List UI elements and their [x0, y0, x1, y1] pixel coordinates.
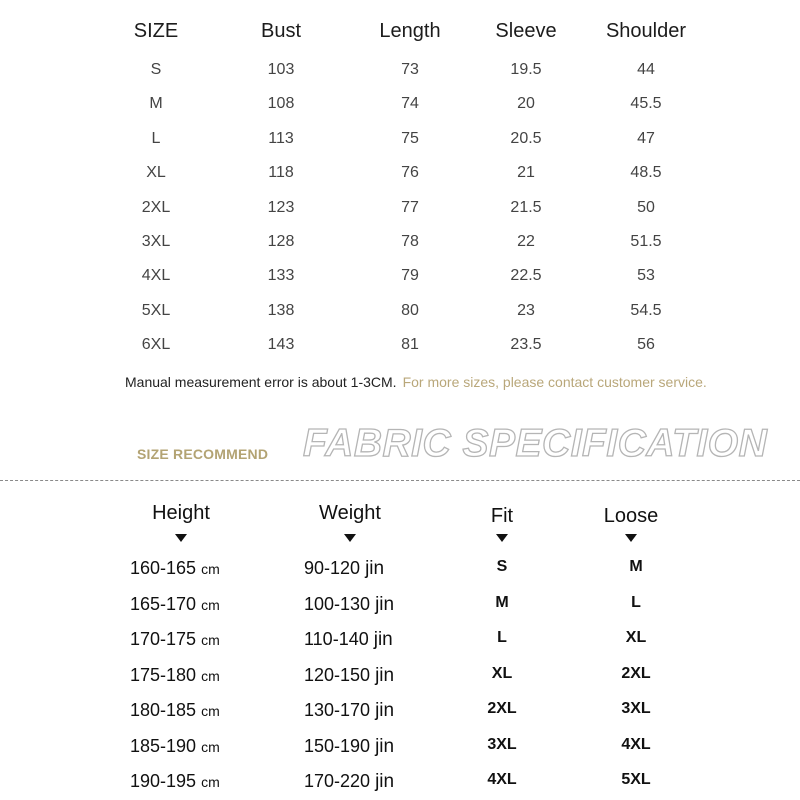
height-unit: cm	[201, 667, 220, 684]
fit-size: L	[497, 629, 507, 646]
header-bust: Bust	[260, 20, 302, 42]
weight-unit: jin	[375, 700, 395, 721]
weight-value	[304, 771, 394, 793]
height-range: 180-185	[130, 700, 197, 720]
loose-size: L	[631, 593, 641, 611]
size-cell-shoulder: 47	[637, 129, 655, 147]
size-cell-sleeve: 19.5	[510, 61, 542, 78]
height-range: 170-175	[130, 629, 197, 649]
header-loose: Loose	[603, 505, 659, 527]
height-range: 190-195	[130, 771, 197, 791]
arrow-down-icon	[625, 534, 637, 542]
height-range: 160-165	[130, 558, 197, 578]
fit-size: 4XL	[487, 771, 517, 788]
height-unit: cm	[201, 738, 220, 755]
size-cell-length: 76	[401, 164, 419, 182]
arrow-down-icon	[496, 534, 508, 542]
weight-value	[304, 736, 394, 758]
weight-unit: jin	[375, 735, 395, 757]
weight-unit: jin	[375, 664, 395, 686]
height-value	[130, 594, 220, 615]
height-unit: cm	[201, 561, 220, 577]
weight-unit: jin	[375, 593, 395, 615]
size-cell-shoulder: 56	[637, 336, 655, 354]
fit-size: 2XL	[487, 700, 517, 717]
size-cell-size: 2XL	[141, 198, 171, 216]
size-cell-length: 80	[401, 301, 419, 319]
size-cell-shoulder: 50	[637, 198, 655, 216]
size-cell-bust: 123	[267, 198, 295, 216]
size-cell-size: 4XL	[141, 267, 171, 285]
fit-size: M	[495, 593, 509, 611]
fit-size: S	[496, 558, 508, 575]
size-cell-length: 81	[401, 336, 419, 354]
arrow-down-icon	[175, 534, 187, 542]
loose-size: 5XL	[621, 771, 651, 788]
size-cell-bust: 113	[268, 129, 294, 147]
height-range: 175-180	[130, 664, 197, 685]
size-cell-length: 74	[401, 95, 419, 113]
size-cell-length: 75	[401, 129, 419, 147]
height-range: 165-170	[130, 593, 197, 614]
loose-size: 3XL	[621, 700, 651, 717]
header-fit: Fit	[490, 505, 514, 527]
size-cell-size: XL	[146, 164, 166, 182]
fabric-specification-title: FABRIC SPECIFICATION	[303, 422, 768, 465]
size-cell-length: 79	[401, 267, 419, 285]
height-value	[130, 771, 220, 792]
weight-range: 110-140	[304, 629, 369, 649]
weight-value	[304, 594, 394, 616]
size-cell-length: 77	[401, 198, 419, 216]
weight-value	[304, 700, 394, 722]
size-cell-size: S	[150, 61, 162, 78]
weight-value	[304, 629, 393, 651]
weight-value	[304, 665, 394, 687]
header-weight: Weight	[319, 502, 381, 524]
height-unit: cm	[201, 596, 220, 613]
weight-unit: jin	[373, 629, 393, 650]
size-cell-bust: 128	[267, 233, 295, 250]
size-cell-bust: 143	[267, 336, 295, 354]
height-value	[130, 700, 220, 721]
dashed-divider	[0, 480, 800, 481]
height-value	[130, 736, 220, 757]
size-cell-shoulder: 54.5	[630, 301, 662, 319]
header-shoulder: Shoulder	[605, 20, 687, 42]
weight-value	[304, 558, 384, 580]
size-cell-size: M	[149, 95, 163, 113]
weight-range: 170-220	[304, 771, 371, 791]
size-cell-size: 3XL	[141, 233, 171, 250]
weight-range: 150-190	[304, 735, 371, 756]
size-cell-shoulder: 45.5	[630, 95, 662, 113]
size-cell-sleeve: 21.5	[510, 198, 542, 216]
size-cell-bust: 133	[267, 267, 295, 285]
size-cell-size: 6XL	[141, 336, 171, 354]
size-cell-bust: 103	[267, 61, 295, 78]
size-cell-sleeve: 22.5	[510, 267, 542, 285]
size-cell-length: 73	[401, 61, 419, 78]
height-value	[130, 665, 220, 686]
size-cell-bust: 138	[267, 301, 295, 319]
size-cell-sleeve: 23	[517, 301, 535, 319]
measurement-error-note: Manual measurement error is about 1-3CM.	[125, 374, 397, 390]
header-length: Length	[379, 20, 441, 42]
size-cell-sleeve: 22	[517, 233, 535, 250]
size-cell-bust: 108	[267, 95, 295, 113]
header-sleeve: Sleeve	[495, 20, 557, 42]
loose-size: 2XL	[621, 664, 651, 682]
weight-unit: jin	[375, 771, 395, 792]
header-size: SIZE	[133, 20, 179, 42]
size-cell-shoulder: 48.5	[630, 164, 662, 182]
size-cell-size: 5XL	[141, 301, 171, 319]
weight-range: 130-170	[304, 700, 371, 720]
header-height: Height	[152, 502, 210, 524]
size-cell-size: L	[151, 129, 161, 147]
weight-range: 90-120	[304, 558, 361, 578]
size-cell-shoulder: 53	[637, 267, 655, 285]
size-cell-shoulder: 51.5	[630, 233, 662, 250]
fit-size: XL	[491, 664, 513, 682]
size-cell-sleeve: 20	[517, 95, 535, 113]
loose-size: XL	[625, 629, 647, 646]
arrow-down-icon	[344, 534, 356, 542]
weight-range: 100-130	[304, 593, 371, 614]
size-cell-bust: 118	[268, 164, 294, 182]
size-recommend-label: SIZE RECOMMEND	[137, 446, 269, 462]
height-unit: cm	[201, 774, 220, 790]
height-unit: cm	[201, 632, 220, 648]
loose-size: 4XL	[621, 735, 651, 753]
weight-unit: jin	[365, 558, 385, 579]
weight-range: 120-150	[304, 664, 371, 685]
loose-size: M	[629, 558, 643, 575]
fit-size: 3XL	[487, 735, 517, 753]
height-value	[130, 558, 220, 579]
height-unit: cm	[201, 703, 220, 719]
size-cell-length: 78	[401, 233, 419, 250]
measurement-note	[125, 374, 707, 390]
size-cell-shoulder: 44	[637, 61, 655, 78]
height-range: 185-190	[130, 735, 197, 756]
height-value	[130, 629, 220, 650]
size-cell-sleeve: 23.5	[510, 336, 542, 354]
size-cell-sleeve: 21	[517, 164, 535, 182]
size-cell-sleeve: 20.5	[510, 129, 542, 147]
contact-service-note: For more sizes, please contact customer service.	[402, 374, 707, 390]
